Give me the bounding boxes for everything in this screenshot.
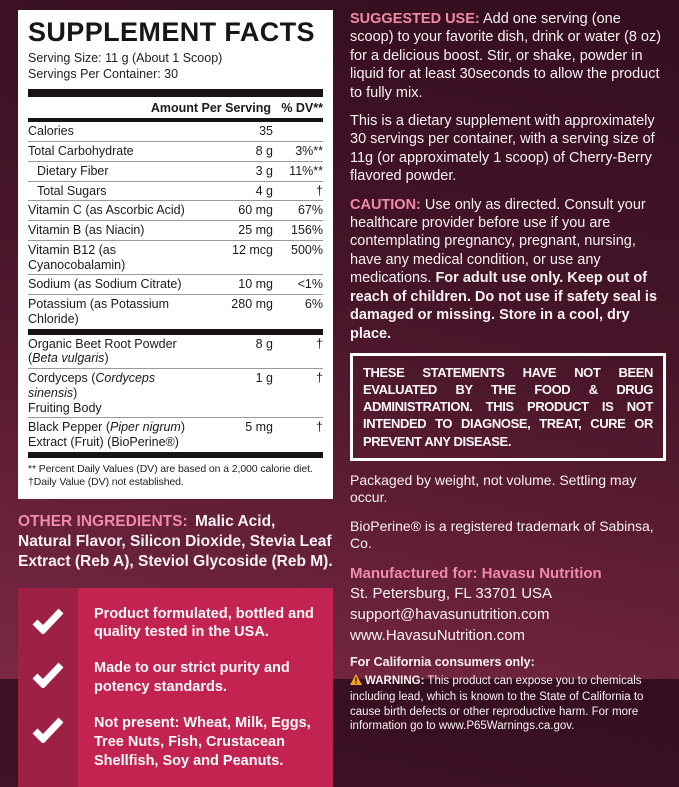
table-row: Organic Beet Root Powder (Beta vulgaris) 8 g † bbox=[28, 336, 323, 366]
divider-medium bbox=[28, 452, 323, 458]
other-ingredients-label: OTHER INGREDIENTS: bbox=[18, 513, 188, 531]
caution bbox=[350, 196, 666, 343]
footnote-dagger: †Daily Value (DV) not established. bbox=[28, 476, 184, 489]
row-amount: 35 bbox=[259, 124, 273, 139]
right-column bbox=[350, 10, 666, 734]
row-daily-value: † bbox=[316, 336, 323, 351]
checklist-item-text: Made to our strict purity and potency standards. bbox=[94, 660, 290, 696]
row-daily-value: 156% bbox=[291, 223, 323, 238]
row-daily-value: 6% bbox=[304, 297, 323, 312]
row-amount: 5 mg bbox=[245, 420, 273, 435]
table-header bbox=[28, 97, 323, 118]
california-intro: For California consumers only: bbox=[350, 655, 535, 670]
row-daily-value: † bbox=[316, 371, 323, 386]
table-row: Dietary Fiber 3 g 11%** bbox=[28, 161, 323, 181]
table-row: Black Pepper (Piper nigrum) Extract (Fruit) (BioPerine®) 5 mg † bbox=[28, 417, 323, 452]
row-amount: 1 g bbox=[255, 371, 273, 386]
panel-title: SUPPLEMENT FACTS bbox=[28, 17, 315, 47]
other-ingredients-text: Malic Acid, Natural Flavor, Silicon Dioxide, Stevia Leaf Extract (Reb A), Steviol Glycoside (Reb M). bbox=[18, 513, 333, 571]
quality-checklist bbox=[18, 588, 333, 787]
nutrition-rows-botanical bbox=[28, 335, 323, 452]
manufacturer-address: St. Petersburg, FL 33701 USA bbox=[350, 585, 553, 603]
caution-label: CAUTION: bbox=[350, 196, 421, 213]
divider-thick bbox=[28, 89, 323, 97]
row-daily-value: 500% bbox=[291, 242, 323, 257]
manufacturer-info bbox=[350, 564, 666, 647]
suggested-use-text: Add one serving (one scoop) to your favorite dish, drink or water (8 oz) for a delicious boost. Stir, or shake, powder in liquid for at least 30seconds to allow the product to fully mix. bbox=[350, 11, 662, 101]
checklist-item bbox=[18, 605, 325, 643]
row-amount: 12 mcg bbox=[232, 242, 273, 257]
table-row: Total Carbohydrate 8 g 3%** bbox=[28, 141, 323, 161]
table-row: Potassium (as Potassium Chloride) 280 mg 6% bbox=[28, 294, 323, 329]
checklist-item-text: Not present: Wheat, Milk, Eggs, Tree Nuts, Fish, Crustacean Shellfish, Soy and Peanuts. bbox=[94, 714, 311, 769]
row-amount: 8 g bbox=[255, 336, 273, 351]
manufacturer-website: www.HavasuNutrition.com bbox=[350, 626, 526, 644]
row-amount: 10 mg bbox=[238, 277, 273, 292]
row-amount: 60 mg bbox=[238, 203, 273, 218]
table-row: Total Sugars 4 g † bbox=[28, 181, 323, 201]
checklist-item bbox=[18, 659, 325, 697]
other-ingredients bbox=[18, 512, 333, 572]
california-warning-text: This product can expose you to chemicals including lead, which is known to the State of California to cause birth defects or other reproductive harm. For more information go to www.P65Warnings.ca.gov. bbox=[350, 675, 644, 733]
row-daily-value: † bbox=[316, 420, 323, 435]
servings-per-container: Servings Per Container: 30 bbox=[28, 67, 179, 82]
column-header-dv: % DV** bbox=[281, 101, 323, 116]
table-row: Vitamin B (as Niacin) 25 mg 156% bbox=[28, 220, 323, 240]
suggested-use-label: SUGGESTED USE: bbox=[350, 11, 480, 27]
table-row: Vitamin C (as Ascorbic Acid) 60 mg 67% bbox=[28, 200, 323, 220]
checklist-item bbox=[18, 714, 325, 771]
table-row: Cordyceps (Cordyceps sinensis) Fruiting Body 1 g † bbox=[28, 368, 323, 417]
row-amount: 3 g bbox=[255, 163, 273, 178]
serving-size: Serving Size: 11 g (About 1 Scoop) bbox=[28, 51, 223, 66]
caution-text-bold: For adult use only. Keep out of reach of children. Do not use if safety seal is damaged or missing. Store in a cool, dry place. bbox=[350, 270, 658, 342]
row-amount: 8 g bbox=[255, 144, 273, 159]
row-amount: 280 mg bbox=[231, 297, 273, 312]
manufacturer-email: support@havasunutrition.com bbox=[350, 606, 550, 624]
column-header-amount: Amount Per Serving bbox=[150, 101, 271, 116]
table-row: Vitamin B12 (as Cyanocobalamin) 12 mcg 500% bbox=[28, 240, 323, 275]
caution-text: Use only as directed. Consult your healthcare provider before use if you are contemplating pregnancy, pregnant, nursing, have any medical condition, or use any medications. bbox=[350, 196, 646, 287]
packaged-note: Packaged by weight, not volume. Settling may occur. bbox=[350, 471, 637, 506]
checkmark-icon bbox=[18, 714, 78, 771]
row-daily-value: 11%** bbox=[289, 163, 323, 178]
fda-disclaimer-box: THESE STATEMENTS HAVE NOT BEEN EVALUATED BY THE FOOD & DRUG ADMINISTRATION. THIS PRODUCT IS NOT INTENDED TO DIAGNOSE, TREAT, CURE OR PREVENT ANY DISEASE. bbox=[350, 353, 666, 461]
left-column bbox=[18, 10, 333, 787]
supplement-facts-panel bbox=[18, 10, 333, 499]
row-daily-value bbox=[273, 124, 323, 139]
trademark-note: BioPerine® is a registered trademark of Sabinsa, Co. bbox=[350, 517, 654, 552]
suggested-use bbox=[350, 10, 666, 102]
row-daily-value: <1% bbox=[297, 277, 323, 292]
table-row: Calories 35 bbox=[28, 122, 323, 141]
table-row: Sodium (as Sodium Citrate) 10 mg <1% bbox=[28, 274, 323, 294]
footnote-dv: ** Percent Daily Values (DV) are based on a 2,000 calorie diet. bbox=[28, 462, 313, 475]
manufacturer-label: Manufactured for: Havasu Nutrition bbox=[350, 564, 602, 582]
footnotes bbox=[28, 463, 323, 490]
dietary-note: This is a dietary supplement with approximately 30 servings per container, with a serving size of 11g (or approximately 1 scoop) of Cherry-Berry flavored powder. bbox=[350, 113, 655, 185]
row-amount: 25 mg bbox=[238, 223, 273, 238]
checkmark-icon bbox=[18, 605, 78, 643]
checklist-item-text: Product formulated, bottled and quality tested in the USA. bbox=[94, 605, 314, 641]
row-daily-value: † bbox=[316, 183, 323, 198]
row-amount: 4 g bbox=[255, 183, 273, 198]
checkmark-icon bbox=[18, 659, 78, 697]
nutrition-rows-main bbox=[28, 122, 323, 328]
california-warning bbox=[350, 674, 666, 733]
row-daily-value: 3%** bbox=[295, 144, 323, 159]
row-daily-value: 67% bbox=[297, 203, 323, 218]
warning-triangle-icon bbox=[350, 674, 362, 690]
california-warning-label: WARNING: bbox=[365, 675, 425, 688]
